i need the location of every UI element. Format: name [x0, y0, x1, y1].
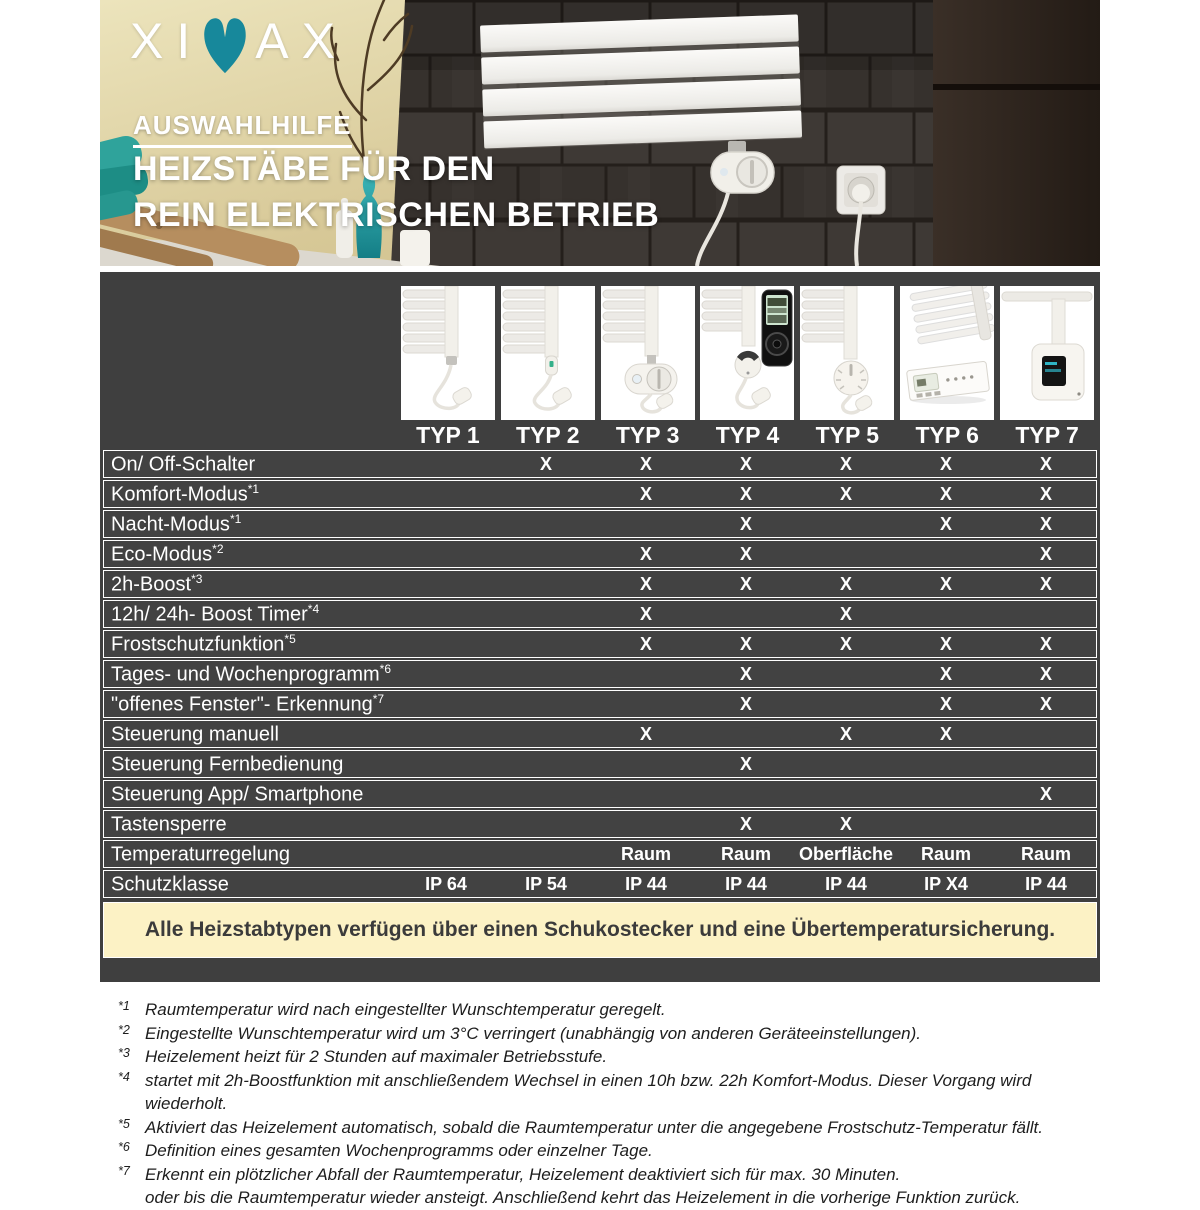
- feature-cell-typ6: X: [939, 723, 952, 744]
- ximax-m-drop-icon: [197, 12, 253, 76]
- page-title-line2: REIN ELEKTRISCHEN BETRIEB: [133, 196, 660, 234]
- info-banner: Alle Heizstabtypen verfügen über einen Schukostecker und eine Übertemperatursicherung.: [103, 902, 1097, 958]
- feature-cell-typ3: X: [639, 633, 652, 654]
- footnote-line: [118, 1022, 1100, 1046]
- feature-cell-typ5: X: [839, 453, 852, 474]
- feature-cell-typ3: X: [639, 723, 652, 744]
- feature-cell-typ5: X: [839, 633, 852, 654]
- product-photo-typ1: [401, 286, 495, 420]
- feature-cell-typ3: IP 44: [625, 873, 667, 894]
- feature-cell-typ7: X: [1039, 633, 1052, 654]
- feature-row: [103, 780, 1097, 808]
- product-photo-row: [103, 286, 1097, 420]
- feature-cell-typ7: X: [1039, 663, 1052, 684]
- feature-cell-typ5: X: [839, 573, 852, 594]
- product-photo-typ4: [700, 286, 794, 420]
- feature-cell-typ4: X: [739, 813, 752, 834]
- column-header-typ4: TYP 4: [715, 421, 780, 448]
- feature-cell-typ7: X: [1039, 573, 1052, 594]
- feature-cell-typ4: Raum: [720, 843, 771, 864]
- footnote-marker: *5: [118, 1116, 130, 1131]
- feature-label: Eco-Modus$^{*2}$: [111, 541, 224, 566]
- footnote-text: oder bis die Raumtemperatur wieder ansteigt. Anschließend kehrt das Heizelement in die vorherige Funktion zurück.: [145, 1188, 1021, 1207]
- feature-row: [103, 660, 1097, 688]
- footnote-line: [118, 1069, 1100, 1116]
- column-header-typ3: TYP 3: [615, 421, 680, 448]
- feature-row: [103, 570, 1097, 598]
- footnote-line: [118, 1045, 1100, 1069]
- feature-row: [103, 810, 1097, 838]
- footnote-line: [118, 1116, 1100, 1140]
- feature-row: [103, 750, 1097, 778]
- footnote-text: Raumtemperatur wird nach eingestellter Wunschtemperatur geregelt.: [145, 1000, 666, 1019]
- feature-cell-typ7: X: [1039, 693, 1052, 714]
- feature-cell-typ4: X: [739, 483, 752, 504]
- feature-label: 2h-Boost$^{*3}$: [111, 571, 203, 596]
- feature-cell-typ2: IP 54: [525, 873, 567, 894]
- feature-row: [103, 630, 1097, 658]
- feature-row: [103, 480, 1097, 508]
- product-photo-typ2: [501, 286, 595, 420]
- feature-cell-typ7: X: [1039, 483, 1052, 504]
- column-header-typ6: TYP 6: [915, 421, 979, 448]
- kicker-title: AUSWAHLHILFE: [133, 110, 352, 148]
- footnote-text: Definition eines gesamten Wochenprogramms oder einzelner Tage.: [145, 1141, 653, 1160]
- feature-cell-typ7: Raum: [1020, 843, 1071, 864]
- column-header-typ2: TYP 2: [516, 421, 580, 448]
- column-header-row: [103, 420, 1097, 450]
- feature-row: [103, 690, 1097, 718]
- feature-cell-typ3: X: [639, 603, 652, 624]
- feature-cell-typ6: X: [939, 693, 952, 714]
- footnote-text: Aktiviert das Heizelement automatisch, sobald die Raumtemperatur unter die angegebene Frostschutz-Temperatur fällt.: [145, 1117, 1043, 1137]
- feature-cell-typ4: IP 44: [725, 873, 767, 894]
- feature-label: Steuerung manuell: [111, 723, 279, 746]
- feature-cell-typ4: X: [739, 543, 752, 564]
- footnote-text: startet mit 2h-Boostfunktion mit anschließendem Wechsel in einen 10h bzw. 22h Komfort-Modus. Dieser Vorgang wird wiederholt.: [145, 1070, 1032, 1113]
- logo-text-pre: XI: [130, 13, 204, 69]
- page-title-line1: HEIZSTÄBE FÜR DEN: [133, 150, 495, 188]
- feature-cell-typ6: Raum: [920, 843, 971, 864]
- feature-row: [103, 510, 1097, 538]
- feature-cell-typ3: X: [639, 453, 652, 474]
- feature-label: Temperaturregelung: [111, 843, 290, 866]
- footnote-marker: *6: [118, 1140, 130, 1154]
- footnote-marker: *7: [118, 1163, 130, 1178]
- feature-cell-typ3: X: [639, 483, 652, 504]
- product-photo-typ5: [800, 286, 894, 420]
- feature-label: Frostschutzfunktion$^{*5}$: [111, 631, 296, 656]
- column-header-typ7: TYP 7: [1015, 421, 1079, 448]
- feature-cell-typ7: X: [1039, 783, 1052, 804]
- feature-cell-typ6: X: [939, 453, 952, 474]
- feature-cell-typ6: X: [939, 573, 952, 594]
- footnote-line: [118, 1186, 1100, 1210]
- feature-row: [103, 840, 1097, 868]
- feature-label: "offenes Fenster"- Erkennung$^{*7}$: [111, 691, 385, 716]
- feature-cell-typ4: X: [739, 573, 752, 594]
- footnote-marker: *3: [118, 1046, 130, 1060]
- feature-label: Tages- und Wochenprogramm$^{*6}$: [111, 661, 391, 686]
- product-photo-typ6: [900, 286, 994, 420]
- column-header-typ5: TYP 5: [815, 421, 880, 448]
- feature-table: [103, 450, 1097, 898]
- footnote-marker: *1: [118, 999, 130, 1013]
- ximax-logo: [130, 13, 348, 76]
- feature-cell-typ4: X: [739, 663, 752, 684]
- feature-label: 12h/ 24h- Boost Timer$^{*4}$: [111, 601, 320, 626]
- feature-cell-typ7: X: [1039, 453, 1052, 474]
- feature-cell-typ6: IP X4: [924, 873, 968, 894]
- feature-row: [103, 870, 1097, 898]
- feature-label: On/ Off-Schalter: [111, 453, 256, 476]
- feature-cell-typ3: Raum: [620, 843, 671, 864]
- feature-cell-typ5: X: [839, 723, 852, 744]
- feature-cell-typ7: X: [1039, 513, 1052, 534]
- footnote-marker: *4: [118, 1069, 130, 1084]
- feature-cell-typ6: X: [939, 483, 952, 504]
- feature-label: Nacht-Modus$^{*1}$: [111, 511, 242, 536]
- feature-label: Steuerung Fernbedienung: [111, 753, 344, 776]
- feature-label: Steuerung App/ Smartphone: [111, 783, 364, 806]
- logo-text-post: AX: [255, 13, 348, 69]
- footnote-line: [118, 1139, 1100, 1163]
- feature-row: [103, 720, 1097, 748]
- feature-row: [103, 540, 1097, 568]
- feature-cell-typ5: X: [839, 483, 852, 504]
- hero-banner: [100, 0, 1100, 266]
- feature-cell-typ7: X: [1039, 543, 1052, 564]
- footnote-marker: [118, 1183, 145, 1207]
- feature-cell-typ2: X: [539, 453, 552, 474]
- feature-cell-typ3: X: [639, 543, 652, 564]
- product-photo-typ3: [601, 286, 695, 420]
- feature-label: Komfort-Modus$^{*1}$: [111, 481, 260, 506]
- feature-cell-typ4: X: [739, 453, 752, 474]
- footnote-text: Eingestellte Wunschtemperatur wird um 3°C verringert (unabhängig von anderen Geräteeinstellungen).: [145, 1023, 921, 1043]
- feature-cell-typ5: IP 44: [825, 873, 867, 894]
- footnotes: [100, 982, 1100, 1210]
- feature-cell-typ4: X: [739, 633, 752, 654]
- footnote-line: [118, 998, 1100, 1022]
- feature-cell-typ6: X: [939, 633, 952, 654]
- feature-cell-typ7: IP 44: [1025, 873, 1067, 894]
- feature-cell-typ5: X: [839, 813, 852, 834]
- feature-cell-typ3: X: [639, 573, 652, 594]
- feature-row: [103, 450, 1097, 478]
- feature-cell-typ6: X: [939, 513, 952, 534]
- feature-row: [103, 600, 1097, 628]
- footnote-text: Erkennt ein plötzlicher Abfall der Raumtemperatur, Heizelement deaktiviert sich für max. 30 Minuten.: [145, 1164, 901, 1184]
- footnote-line: [118, 1163, 1100, 1187]
- footnote-marker: *2: [118, 1022, 130, 1037]
- feature-cell-typ4: X: [739, 513, 752, 534]
- feature-label: Schutzklasse: [111, 873, 229, 896]
- feature-cell-typ5: X: [839, 603, 852, 624]
- feature-label: Tastensperre: [111, 813, 227, 836]
- comparison-panel: [100, 272, 1100, 982]
- feature-cell-typ4: X: [739, 753, 752, 774]
- feature-cell-typ6: X: [939, 663, 952, 684]
- column-header-typ1: TYP 1: [416, 421, 480, 448]
- feature-cell-typ5: Oberfläche: [798, 843, 894, 864]
- feature-cell-typ1: IP 64: [425, 873, 467, 894]
- feature-cell-typ4: X: [739, 693, 752, 714]
- product-photo-typ7: [1000, 286, 1094, 420]
- footnote-text: Heizelement heizt für 2 Stunden auf maximaler Betriebsstufe.: [145, 1047, 608, 1066]
